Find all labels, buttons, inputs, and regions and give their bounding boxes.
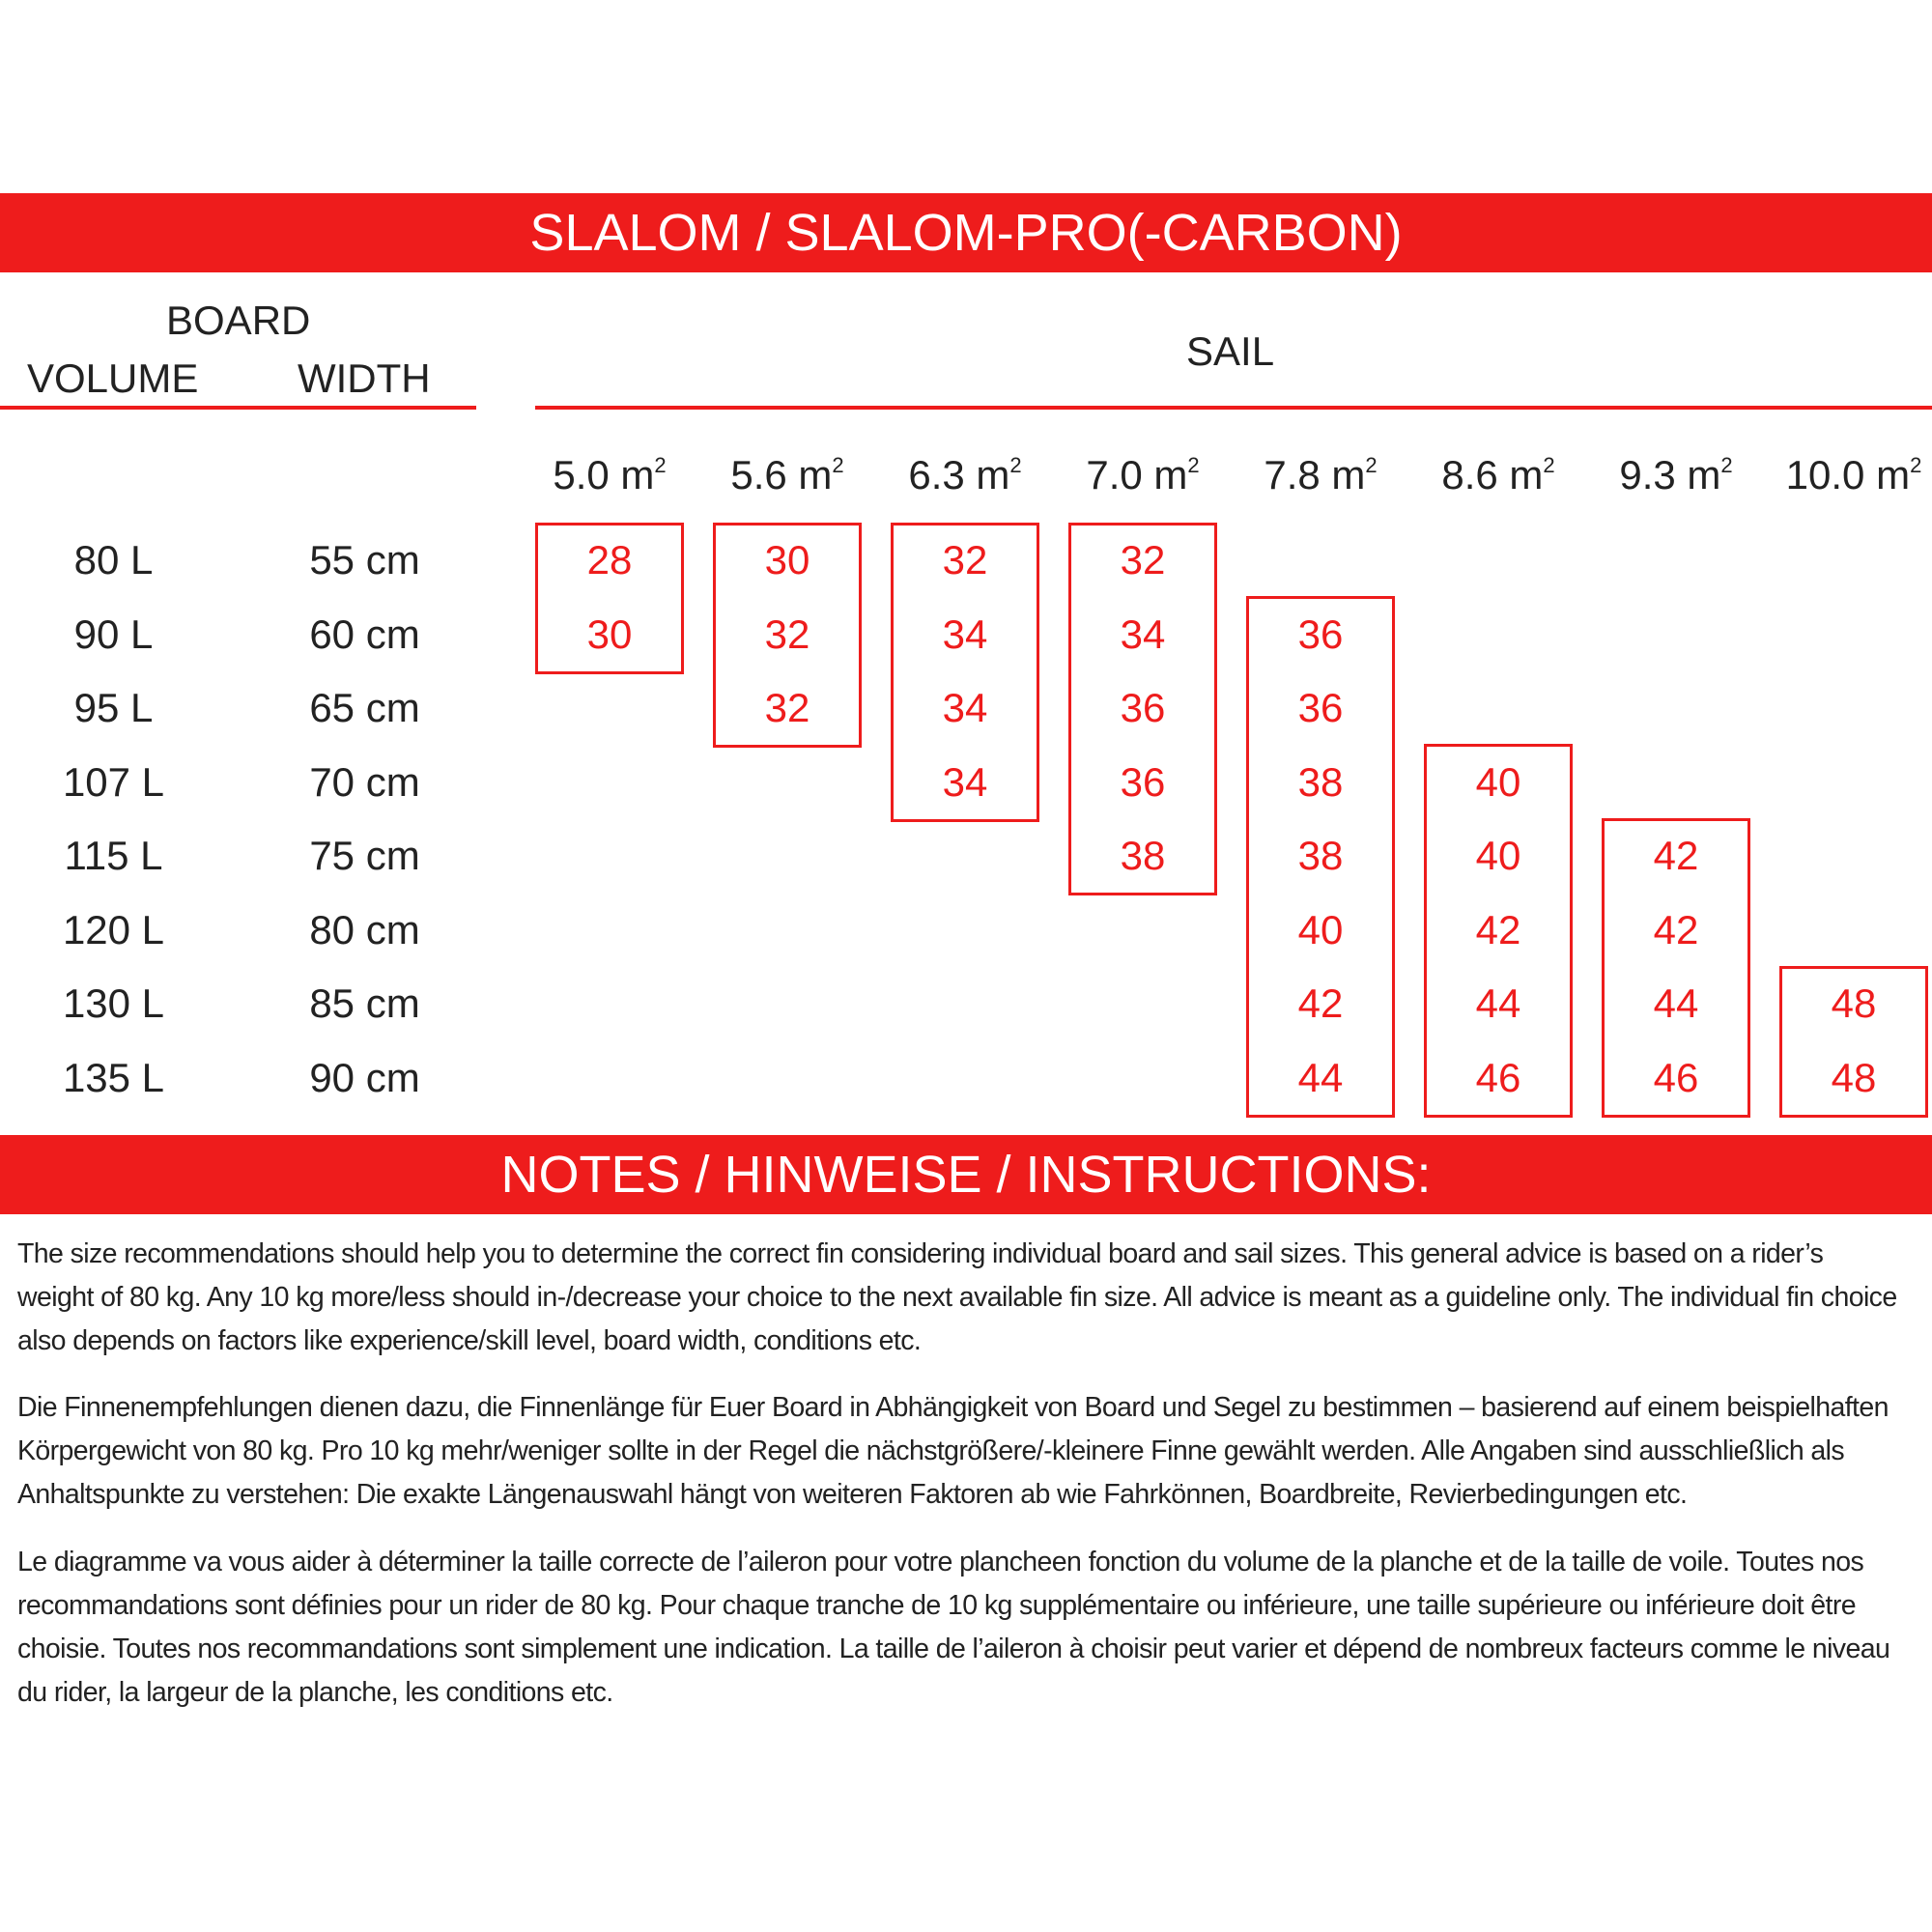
sail-size-value: 9.3 m — [1619, 452, 1721, 497]
notes-french: Le diagramme va vous aider à déterminer la taille correcte de l’aileron pour votre plancheen fonction du volume de la planche et de la taille de voile. Toutes nos recommandations sont définies pour un rider de 80 kg. Pour chaque tranche de 10 kg supplémentaire ou inférieure, une taille supérieure ou inférieure doit être choisie. Toutes nos recommandations sont simplement une indication. La taille de l’aileron à choisir peut varier et dépend de nombreux facteurs comme le niveau du rider, la largeur de la planche, les conditions etc. — [17, 1547, 1890, 1708]
fin-size-cell: 32 — [1120, 537, 1166, 582]
fin-size-cell: 30 — [764, 537, 810, 582]
sail-size-value: 10.0 m — [1785, 452, 1911, 497]
board-width: 60 cm — [309, 611, 420, 657]
sail-size-7 — [1767, 452, 1932, 498]
fin-size-cell: 34 — [942, 611, 988, 657]
fin-size-cell: 44 — [1475, 980, 1521, 1026]
board-width: 65 cm — [309, 685, 420, 730]
sail-size-4 — [1234, 452, 1407, 498]
fin-size-cell: 34 — [942, 685, 988, 730]
fin-size-cell: 42 — [1653, 906, 1699, 952]
board-width: 90 cm — [309, 1054, 420, 1100]
fin-size-cell: 42 — [1653, 833, 1699, 878]
title-banner — [0, 193, 1932, 272]
page-title: SLALOM / SLALOM-PRO(-CARBON) — [529, 204, 1403, 262]
sail-size-5 — [1411, 452, 1585, 498]
sail-size-unit-exponent: 2 — [1187, 453, 1200, 477]
sail-size-unit-exponent: 2 — [1543, 453, 1555, 477]
fin-size-cell: 36 — [1120, 685, 1166, 730]
sail-size-value: 7.8 m — [1264, 452, 1366, 497]
fin-size-cell: 32 — [764, 685, 810, 730]
fin-size-cell: 38 — [1297, 758, 1344, 805]
board-volume: 135 L — [62, 1054, 165, 1100]
fin-size-cell: 32 — [942, 537, 988, 582]
sail-size-unit-exponent: 2 — [1009, 453, 1022, 477]
notes-banner — [0, 1135, 1932, 1214]
sail-size-3 — [1056, 452, 1230, 498]
fin-size-cell: 28 — [586, 537, 633, 582]
fin-size-cell: 40 — [1475, 833, 1521, 878]
sail-size-0 — [523, 452, 696, 498]
board-volume: 80 L — [73, 537, 154, 582]
fin-size-cell: 30 — [586, 611, 633, 657]
fin-size-cell: 46 — [1653, 1054, 1699, 1100]
fin-size-cell: 48 — [1831, 980, 1877, 1026]
fin-size-cell: 48 — [1831, 1054, 1877, 1100]
sail-size-unit-exponent: 2 — [654, 453, 667, 477]
board-volume: 95 L — [73, 685, 154, 730]
fin-size-cell: 42 — [1475, 906, 1521, 952]
sail-size-6 — [1589, 452, 1763, 498]
sail-size-unit-exponent: 2 — [1720, 453, 1733, 477]
board-width: 75 cm — [309, 833, 420, 878]
board-width: 80 cm — [309, 906, 420, 952]
board-volume: 120 L — [62, 906, 165, 952]
board-header-rule — [0, 406, 476, 410]
fin-size-cell: 36 — [1297, 611, 1344, 657]
board-width: 70 cm — [309, 758, 420, 805]
sail-header-rule — [535, 406, 1932, 410]
notes-title: NOTES / HINWEISE / INSTRUCTIONS: — [500, 1146, 1432, 1204]
fin-size-cell: 42 — [1297, 980, 1344, 1026]
fin-size-cell: 40 — [1475, 758, 1521, 805]
sail-size-1 — [700, 452, 874, 498]
notes-german: Die Finnenempfehlungen dienen dazu, die Finnenlänge für Euer Board in Abhängigkeit von Board und Segel zu bestimmen – basierend auf einem beispielhaften Körpergewicht von 80 kg. Pro 10 kg mehr/weniger sollte in der Regel die nächstgrößere/-kleinere Finne gewählt werden. Alle Angaben sind ausschließlich als Anhaltspunkte zu verstehen: Die exakte Längenauswahl hängt von weiteren Faktoren ab wie Fahrkönnen, Boardbreite, Revierbedingungen etc. — [17, 1392, 1889, 1510]
volume-label: VOLUME — [27, 355, 199, 401]
board-volume: 90 L — [73, 611, 154, 657]
board-width: 55 cm — [309, 537, 420, 582]
board-width: 85 cm — [309, 980, 420, 1026]
fin-size-cell: 34 — [942, 758, 988, 805]
sail-size-2 — [878, 452, 1052, 498]
fin-size-cell: 44 — [1653, 980, 1699, 1026]
sail-size-value: 8.6 m — [1441, 452, 1544, 497]
board-volume: 130 L — [62, 980, 165, 1026]
sail-size-value: 6.3 m — [908, 452, 1010, 497]
sail-size-unit-exponent: 2 — [1365, 453, 1378, 477]
sail-size-value: 7.0 m — [1086, 452, 1188, 497]
board-label: BOARD — [166, 298, 311, 343]
fin-size-cell: 38 — [1297, 833, 1344, 878]
sail-size-value: 5.6 m — [730, 452, 833, 497]
notes-english: The size recommendations should help you to determine the correct fin considering individual board and sail sizes. This general advice is based on a rider’s weight of 80 kg. Any 10 kg more/less should in-/decrease your choice to the next available fin size. All advice is meant as a guideline only. The individual fin choice also depends on factors like experience/skill level, board width, conditions etc. — [17, 1238, 1897, 1356]
fin-size-cell: 36 — [1120, 758, 1166, 805]
fin-size-cell: 44 — [1297, 1054, 1344, 1100]
board-volume: 115 L — [64, 833, 163, 878]
fin-size-cell: 32 — [764, 611, 810, 657]
width-label: WIDTH — [298, 355, 431, 401]
sail-label: SAIL — [1186, 328, 1275, 374]
fin-size-cell: 40 — [1297, 906, 1344, 952]
board-volume: 107 L — [62, 758, 165, 805]
sail-size-unit-exponent: 2 — [832, 453, 844, 477]
fin-size-cell: 34 — [1120, 611, 1166, 657]
fin-size-cell: 36 — [1297, 685, 1344, 730]
sail-size-value: 5.0 m — [553, 452, 655, 497]
fin-size-cell: 46 — [1475, 1054, 1521, 1100]
fin-size-cell: 38 — [1120, 833, 1166, 878]
sail-size-unit-exponent: 2 — [1910, 453, 1922, 477]
